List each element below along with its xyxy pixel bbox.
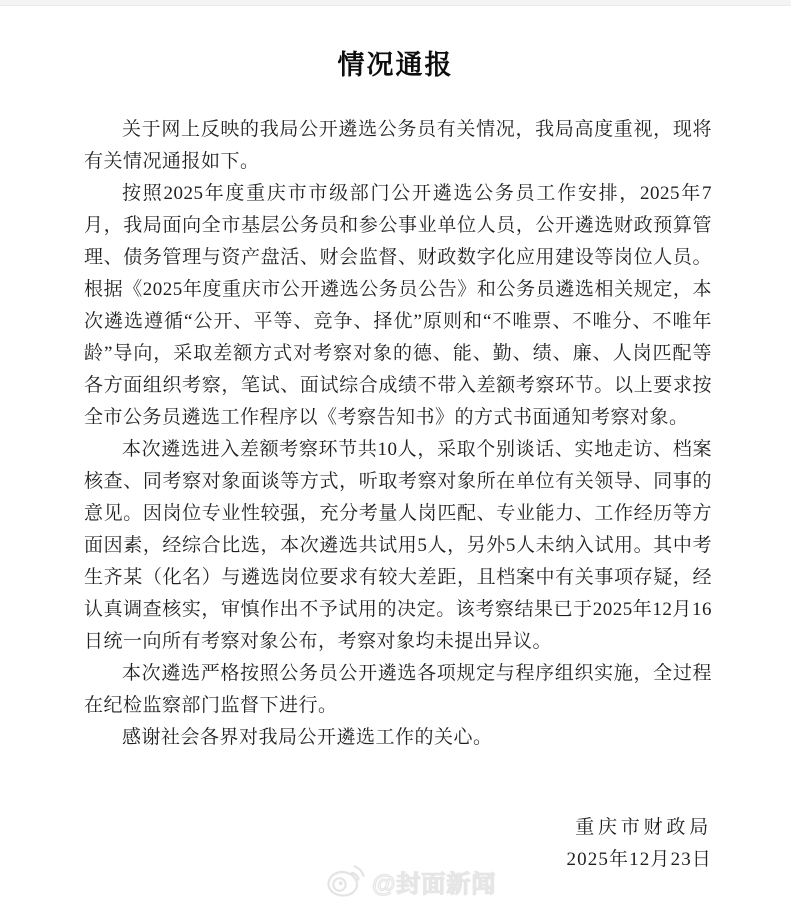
document-body: [84, 114, 712, 754]
top-edge-bar: [0, 0, 791, 6]
signature-block: [0, 812, 712, 876]
paragraph-intro: 关于网上反映的我局公开遴选公务员有关情况，我局高度重视，现将有关情况通报如下。: [84, 119, 712, 172]
issuing-authority: 重庆市财政局: [575, 817, 712, 838]
paragraph-thanks: 感谢社会各界对我局公开遴选工作的关心。: [122, 727, 493, 748]
watermark-handle: @封面新闻: [372, 870, 497, 898]
issue-date: 2025年12月23日: [566, 849, 712, 870]
paragraph-inspection-result: 本次遴选进入差额考察环节共10人，采取个别谈话、实地走访、档案核查、同考察对象面谈等方式，听取考察对象所在单位有关领导、同事的意见。因岗位专业性较强，充分考量人岗匹配、专业能力、工作经历等方面因素，经综合比选，本次遴选共试用5人，另外5人未纳入试用。其中考生齐某（化名）与遴选岗位要求有较大差距，且档案中有关事项存疑，经认真调查核实，审慎作出不予试用的决定。该考察结果已于2025年12月16日统一向所有考察对象公布，考察对象均未提出异议。: [84, 439, 712, 652]
document-title: 情况通报: [337, 50, 454, 80]
paragraph-selection-process: 按照2025年度重庆市市级部门公开遴选公务员工作安排，2025年7月，我局面向全市基层公务员和参公事业单位人员，公开遴选财政预算管理、债务管理与资产盘活、财会监督、财政数字化应用建设等岗位人员。根据《2025年度重庆市公开遴选公务员公告》和公务员遴选相关规定，本次遴选遵循“公开、平等、竞争、择优”原则和“不唯票、不唯分、不唯年龄”导向，采取差额方式对考察对象的德、能、勤、绩、廉、人岗匹配等各方面组织考察，笔试、面试综合成绩不带入差额考察环节。以上要求按全市公务员遴选工作程序以《考察告知书》的方式书面通知考察对象。: [84, 183, 712, 428]
paragraph-supervision: 本次遴选严格按照公务员公开遴选各项规定与程序组织实施，全过程在纪检监察部门监督下进行。: [84, 663, 712, 716]
